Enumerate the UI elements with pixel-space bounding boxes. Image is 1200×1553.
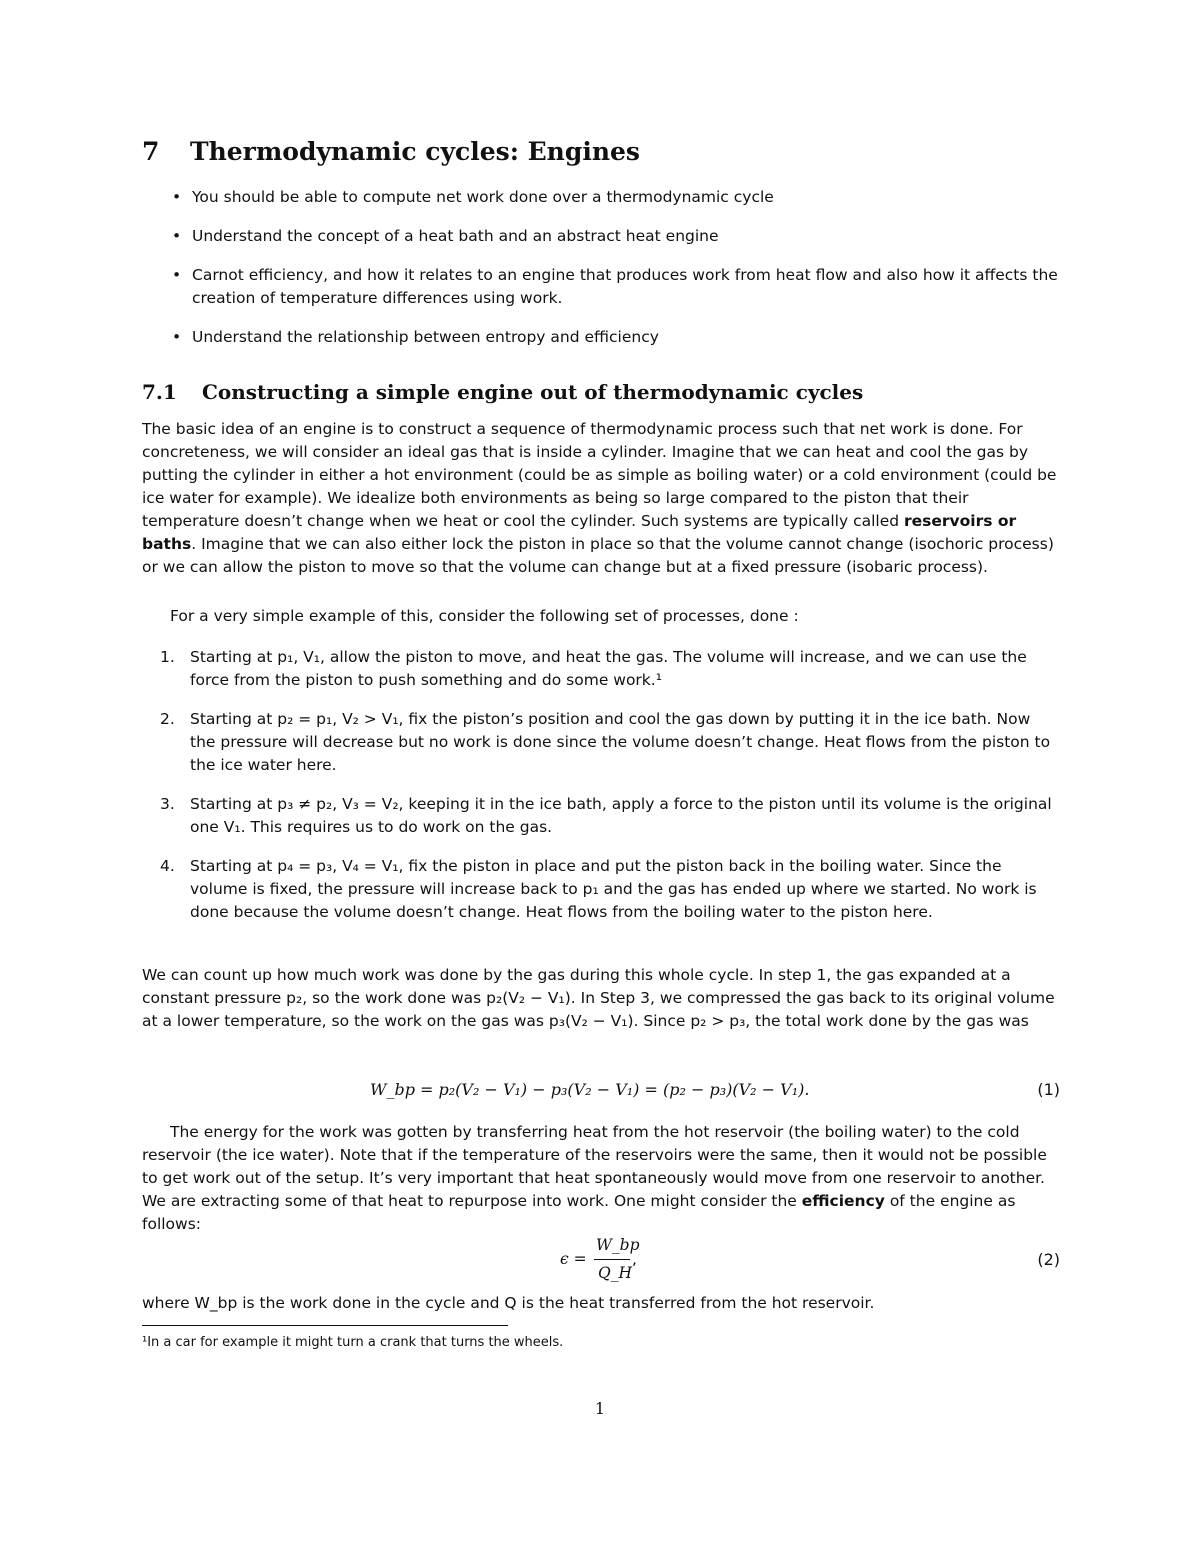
- list-item-text: Carnot efficiency, and how it relates to an engine that produces work from heat flow and also how it affects the creation of temperature differences using work.: [192, 266, 1058, 307]
- equation-1: W_bp = p₂(V₂ − V₁) − p₃(V₂ − V₁) = (p₂ − p₃)(V₂ − V₁).: [370, 1080, 810, 1099]
- equation-2: [560, 1234, 650, 1286]
- list-item-text: Understand the concept of a heat bath and an abstract heat engine: [192, 227, 719, 245]
- list-item: [160, 855, 1060, 924]
- equation-2-number: (2): [1037, 1250, 1060, 1269]
- step-number: 1.: [160, 648, 175, 666]
- intro-paragraph: [142, 418, 1060, 579]
- step-text: Starting at p₁, V₁, allow the piston to move, and heat the gas. The volume will increase, and we can use the force from the piston to push something and do some work.¹: [190, 648, 1027, 689]
- equation-comma: ,: [632, 1250, 637, 1268]
- work-count-paragraph: We can count up how much work was done by the gas during this whole cycle. In step 1, the gas expanded at a constant pressure p₂, so the work done was p₂(V₂ − V₁). In Step 3, we compressed the gas back to its original volume at a lower temperature, so the work on the gas was p₃(V₂ − V₁). Since p₂ > p₃, the total work done by the gas was: [142, 966, 1055, 1030]
- list-item-text: Understand the relationship between entropy and efficiency: [192, 328, 659, 346]
- section-heading: [142, 132, 640, 172]
- bullet-icon: •: [172, 328, 182, 346]
- section-title: Thermodynamic cycles: Engines: [190, 137, 640, 166]
- step-number: 3.: [160, 795, 175, 813]
- step-number: 2.: [160, 710, 175, 728]
- where-line: where W_bp is the work done in the cycle and Q is the heat transferred from the hot reservoir.: [142, 1294, 875, 1312]
- subsection-title: Constructing a simple engine out of thermodynamic cycles: [202, 380, 864, 404]
- example-line: For a very simple example of this, consider the following set of processes, done :: [170, 607, 799, 625]
- equation-1-number: (1): [1037, 1080, 1060, 1099]
- subsection-number: 7.1: [142, 380, 177, 404]
- subsection-heading: [142, 376, 863, 408]
- list-item: [168, 326, 1068, 349]
- list-item: [160, 646, 1060, 692]
- step-text: Starting at p₃ ≠ p₂, V₃ = V₂, keeping it in the ice bath, apply a force to the piston until its volume is the original one V₁. This requires us to do work on the gas.: [190, 795, 1052, 836]
- step-text: Starting at p₄ = p₃, V₄ = V₁, fix the piston in place and put the piston back in the boiling water. Since the volume is fixed, the pressure will increase back to p₁ and the gas has ended up where we started. No work is done because the volume doesn’t change. Heat flows from the boiling water to the piston here.: [190, 857, 1037, 921]
- section-number: 7: [142, 137, 160, 166]
- page-number: 1: [594, 1399, 606, 1418]
- bold-term: efficiency: [801, 1192, 885, 1210]
- footnote: ¹In a car for example it might turn a crank that turns the wheels.: [142, 1335, 564, 1350]
- bullet-icon: •: [172, 188, 182, 206]
- list-item: [160, 793, 1060, 839]
- list-item: [168, 186, 1068, 209]
- fraction-bar: [594, 1259, 630, 1260]
- list-item: [168, 225, 1068, 248]
- bold-term: reservoirs or baths: [142, 512, 1017, 553]
- step-text: Starting at p₂ = p₁, V₂ > V₁, fix the piston’s position and cool the gas down by putting it in the ice bath. Now the pressure will decrease but no work is done since the volume doesn’t change. Heat flows from the piston to the ice water here.: [190, 710, 1051, 774]
- intro-text-continued: . Imagine that we can also either lock the piston in place so that the volume cannot change (isochoric process) or we can allow the piston to move so that the volume can change but at a fixed pressure (isobaric process).: [142, 535, 1054, 576]
- energy-text: The energy for the work was gotten by transferring heat from the hot reservoir (the boiling water) to the cold reservoir (the ice water). Note that if the temperature of the reservoirs were the same, then it would not be possible to get work out of the setup. It’s very important that heat spontaneously would move from one reservoir to another. We are extracting some of that heat to repurpose into work. One might consider the: [142, 1123, 1047, 1210]
- objectives-list: [168, 186, 1068, 365]
- bullet-icon: •: [172, 266, 182, 284]
- fraction-numerator: W_bp: [596, 1236, 640, 1254]
- intro-text: The basic idea of an engine is to construct a sequence of thermodynamic process such that net work is done. For concreteness, we will consider an ideal gas that is inside a cylinder. Imagine that we can heat and cool the gas by putting the cylinder in either a hot environment (could be as simple as boiling water) or a cold environment (could be ice water for example). We idealize both environments as being so large compared to the piston that their temperature doesn’t change when we heat or cool the cylinder. Such systems are typically called: [142, 420, 1057, 530]
- step-number: 4.: [160, 857, 175, 875]
- list-item-text: You should be able to compute net work done over a thermodynamic cycle: [192, 188, 774, 206]
- efficiency-symbol: ϵ =: [560, 1250, 587, 1268]
- footnote-rule: [142, 1325, 508, 1326]
- energy-text-continued: of the engine as follows:: [142, 1192, 1016, 1233]
- bullet-icon: •: [172, 227, 182, 245]
- list-item: [168, 264, 1068, 310]
- fraction-denominator: Q_H: [598, 1264, 632, 1282]
- list-item: [160, 708, 1060, 777]
- process-steps: [160, 646, 1060, 940]
- energy-paragraph: [142, 1121, 1060, 1236]
